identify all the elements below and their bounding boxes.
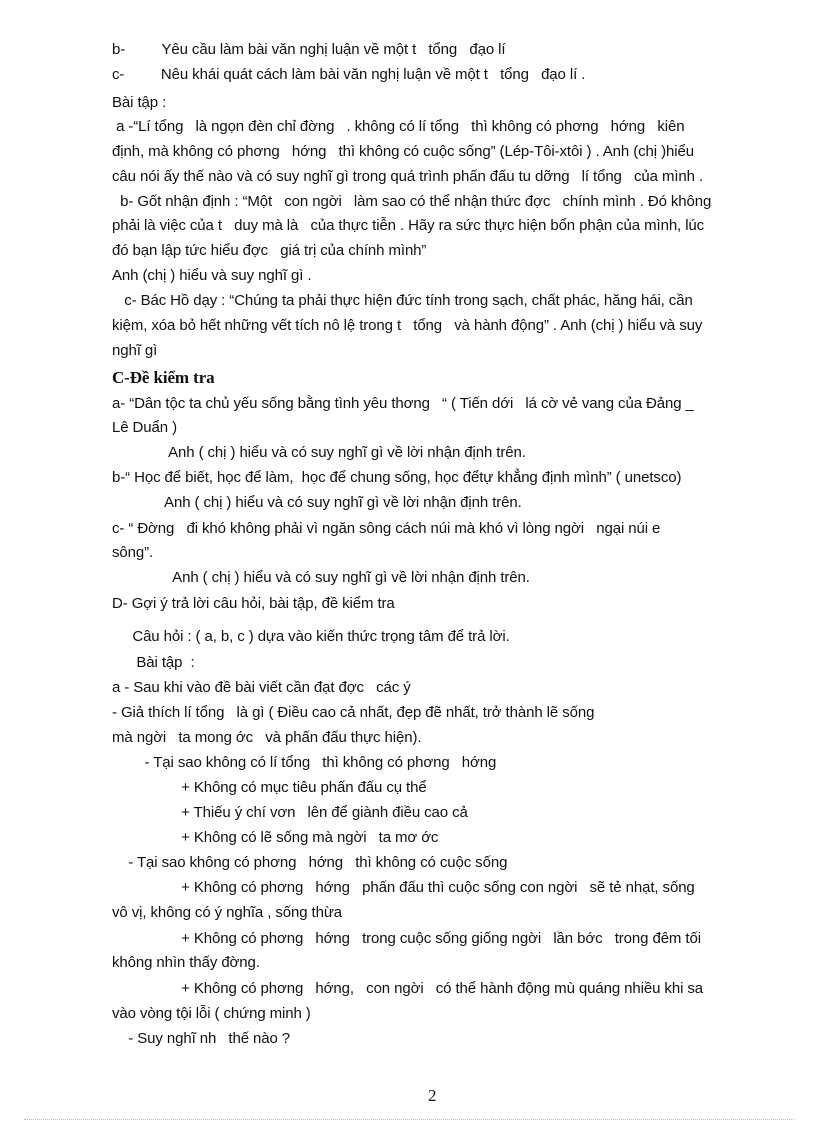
text-line: định, mà không có phơng hớng thì không có cuộc sống” (Lép-Tôi-xtôi ) . Anh (chị )hiểu	[112, 143, 694, 160]
text-line: b-“ Học để biết, học để làm, học để chung sống, học đểtự khẳng định mình” ( unetsco)	[112, 469, 682, 486]
text-line: b- Gốt nhận định : “Một con ngời làm sao có thể nhận thức đợc chính mình . Đó không	[112, 193, 712, 210]
text-line: + Không có phơng hớng trong cuộc sống giống ngời lần bớc trong đêm tối	[112, 930, 701, 947]
text-line: sông”.	[112, 544, 154, 561]
text-line: Bài tập :	[112, 94, 167, 111]
text-line: c- Nêu khái quát cách làm bài văn nghị luận về một t tổng đạo lí .	[112, 66, 586, 83]
text-line: mà ngời ta mong ớc và phấn đấu thực hiện).	[112, 729, 422, 746]
text-line: Anh ( chị ) hiểu và có suy nghĩ gì về lời nhận định trên.	[112, 444, 526, 461]
text-line: Anh (chị ) hiểu và suy nghĩ gì .	[112, 267, 312, 284]
text-line: kiệm, xóa bỏ hết những vết tích nô lệ trong t tổng và hành động” . Anh (chị ) hiểu và suy	[112, 317, 703, 334]
text-line: c- Bác Hồ dạy : “Chúng ta phải thực hiện đức tính trong sạch, chất phác, hăng hái, cần	[112, 292, 693, 309]
text-line: Anh ( chị ) hiểu và có suy nghĩ gì về lời nhận định trên.	[112, 569, 530, 586]
text-line: Lê Duẩn )	[112, 419, 177, 436]
page-number: 2	[428, 1086, 437, 1105]
text-line: + Không có mục tiêu phấn đấu cụ thể	[112, 779, 427, 796]
text-line: + Không có phơng hớng phấn đấu thì cuộc sống con ngời sẽ tẻ nhạt, sống	[112, 879, 695, 896]
text-line: đó bạn lập tức hiểu đợc giá trị của chính mình”	[112, 242, 427, 259]
section-c-heading: C-Đề kiểm tra	[112, 368, 215, 387]
text-line: - Giả thích lí tổng là gì ( Điều cao cả nhất, đẹp đẽ nhất, trở thành lẽ sống	[112, 704, 595, 721]
text-line: b- Yêu cầu làm bài văn nghị luận về một t tổng đạo lí	[112, 41, 506, 58]
text-line: + Thiếu ý chí vơn lên để giành điều cao cả	[112, 804, 468, 821]
text-line: - Suy nghĩ nh thế nào ?	[112, 1030, 291, 1047]
text-line: a- “Dân tộc ta chủ yếu sống bằng tình yêu thơng “ ( Tiến dới lá cờ vẻ vang của Đảng _	[112, 395, 694, 412]
page-divider	[24, 1119, 794, 1120]
text-line: - Tại sao không có lí tổng thì không có phơng hớng	[112, 754, 497, 771]
text-line: a - Sau khi vào đề bài viết cần đạt đợc các ý	[112, 679, 411, 696]
text-line: D- Gợi ý trả lời câu hỏi, bài tập, đề kiểm tra	[112, 595, 395, 612]
text-line: vô vị, không có ý nghĩa , sống thừa	[112, 904, 343, 921]
text-line: nghĩ gì	[112, 342, 158, 359]
text-line: vào vòng tội lỗi ( chứng minh )	[112, 1005, 311, 1022]
text-line: a -“Lí tổng là ngọn đèn chỉ đờng . không có lí tổng thì không có phơng hớng kiên	[112, 118, 685, 135]
text-line: câu nói ấy thế nào và có suy nghĩ gì trong quá trình phấn đấu tu dỡng lí tổng của mình .	[112, 168, 704, 185]
text-line: Bài tập :	[112, 654, 195, 671]
text-line: Anh ( chị ) hiểu và có suy nghĩ gì về lời nhận định trên.	[112, 494, 522, 511]
text-line: không nhìn thấy đờng.	[112, 954, 260, 971]
text-line: phải là việc của t duy mà là của thực tiễn . Hãy ra sức thực hiện bổn phận của mình, lúc	[112, 217, 705, 234]
text-line: c- “ Đờng đi khó không phải vì ngăn sông cách núi mà khó vì lòng ngời ngại núi e	[112, 520, 661, 537]
text-line: + Không có lẽ sống mà ngời ta mơ ớc	[112, 829, 439, 846]
text-line: + Không có phơng hớng, con ngời có thể hành động mù quáng nhiều khi sa	[112, 980, 704, 997]
text-line: - Tại sao không có phơng hớng thì không có cuộc sống	[112, 854, 508, 871]
text-line: Câu hỏi : ( a, b, c ) dựa vào kiến thức trọng tâm để trả lời.	[112, 628, 510, 645]
